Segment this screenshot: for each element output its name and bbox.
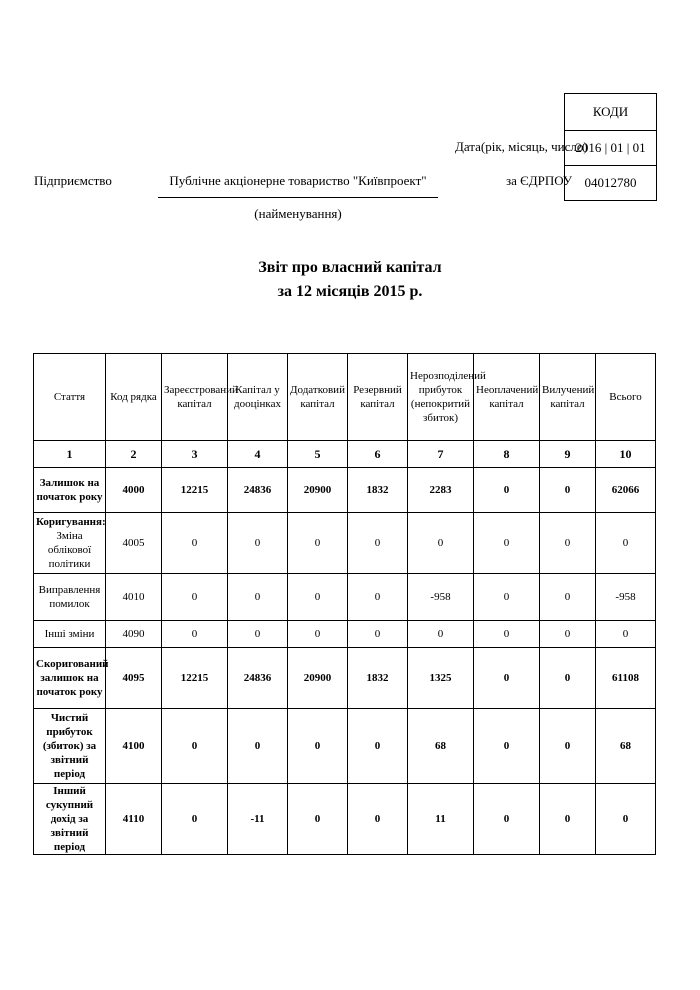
table-cell: 0: [228, 574, 288, 621]
table-cell: 0: [348, 709, 408, 784]
row-code: 4000: [106, 468, 162, 513]
col-header: Всього: [596, 354, 656, 441]
table-cell: 0: [474, 574, 540, 621]
table-cell: 0: [288, 709, 348, 784]
table-cell: 12215: [162, 648, 228, 709]
table-cell: 0: [540, 621, 596, 648]
table-cell: 62066: [596, 468, 656, 513]
table-row: [34, 648, 656, 709]
edrpou-value: 04012780: [565, 165, 656, 200]
table-cell: 0: [540, 513, 596, 574]
table-cell: 24836: [228, 648, 288, 709]
enterprise-name: Публічне акціонерне товариство "Київпроект": [169, 173, 427, 188]
table-cell: 0: [596, 513, 656, 574]
enterprise-underline: [158, 197, 438, 198]
edrpou-label: за ЄДРПОУ: [506, 173, 573, 188]
table-cell: 0: [540, 784, 596, 855]
report-title: Звіт про власний капітал: [258, 259, 442, 276]
table-cell: 0: [540, 574, 596, 621]
table-cell: 0: [288, 621, 348, 648]
col-number: 5: [288, 441, 348, 468]
table-cell: 0: [162, 621, 228, 648]
column-number-row: [34, 441, 656, 468]
table-cell: 0: [162, 513, 228, 574]
col-header: Зареєстрований капітал: [162, 354, 228, 441]
table-cell: 0: [228, 709, 288, 784]
row-article: [34, 513, 106, 574]
table-row: [34, 513, 656, 574]
table-cell: 0: [162, 574, 228, 621]
row-article: Чистий прибуток (збиток) за звітний період: [34, 709, 106, 784]
table-cell: -11: [228, 784, 288, 855]
date-label: Дата(рік, місяць, число): [455, 139, 588, 154]
col-number: 8: [474, 441, 540, 468]
table-cell: 0: [474, 468, 540, 513]
col-number: 6: [348, 441, 408, 468]
table-cell: 24836: [228, 468, 288, 513]
table-cell: 0: [348, 784, 408, 855]
table-cell: 0: [540, 709, 596, 784]
row-code: 4005: [106, 513, 162, 574]
table-cell: 0: [348, 621, 408, 648]
row-article-text: Зміна облікової політики: [47, 530, 92, 570]
table-cell: 0: [288, 513, 348, 574]
table-cell: -958: [408, 574, 474, 621]
table-cell: 1325: [408, 648, 474, 709]
row-article: Скоригований залишок на початок року: [34, 648, 106, 709]
col-header: Капітал у дооцінках: [228, 354, 288, 441]
table-cell: 2283: [408, 468, 474, 513]
equity-report-table: [33, 353, 656, 855]
table-row: [34, 574, 656, 621]
table-header-row: [34, 354, 656, 441]
col-header: Неоплачений капітал: [474, 354, 540, 441]
table-cell: 0: [162, 784, 228, 855]
col-header: Додатковий капітал: [288, 354, 348, 441]
table-cell: 0: [348, 574, 408, 621]
table-cell: 0: [288, 574, 348, 621]
codes-header: КОДИ: [592, 104, 629, 119]
table-cell: 0: [540, 648, 596, 709]
table-cell: 0: [474, 513, 540, 574]
row-code: 4010: [106, 574, 162, 621]
table-cell: 20900: [288, 468, 348, 513]
table-cell: 68: [408, 709, 474, 784]
table-cell: 0: [288, 784, 348, 855]
table-row: [34, 621, 656, 648]
table-cell: 1832: [348, 648, 408, 709]
row-article: Виправлення помилок: [34, 574, 106, 621]
col-number: 10: [596, 441, 656, 468]
col-number: 4: [228, 441, 288, 468]
row-code: 4100: [106, 709, 162, 784]
row-article: Залишок на початок року: [34, 468, 106, 513]
table-cell: 0: [408, 621, 474, 648]
col-number: 2: [106, 441, 162, 468]
enterprise-caption: (найменування): [254, 206, 342, 221]
table-row: [34, 784, 656, 855]
table-cell: 0: [474, 709, 540, 784]
table-cell: 11: [408, 784, 474, 855]
col-header: Стаття: [34, 354, 106, 441]
table-cell: 0: [348, 513, 408, 574]
row-article: Інші зміни: [34, 621, 106, 648]
row-code: 4110: [106, 784, 162, 855]
table-cell: 0: [474, 621, 540, 648]
table-row: [34, 709, 656, 784]
table-cell: 0: [228, 513, 288, 574]
col-number: 9: [540, 441, 596, 468]
col-number: 1: [34, 441, 106, 468]
table-cell: 20900: [288, 648, 348, 709]
enterprise-label: Підприємство: [34, 173, 112, 188]
table-cell: 0: [162, 709, 228, 784]
table-cell: 0: [474, 648, 540, 709]
col-header: Нерозподілений прибуток (непокритий збиток): [408, 354, 474, 441]
table-cell: 0: [228, 621, 288, 648]
table-row: [34, 468, 656, 513]
table-cell: 61108: [596, 648, 656, 709]
row-code: 4090: [106, 621, 162, 648]
date-value: 2016 | 01 | 01: [565, 130, 656, 165]
table-cell: 0: [540, 468, 596, 513]
report-period: за 12 місяців 2015 р.: [277, 283, 423, 300]
table-cell: 0: [408, 513, 474, 574]
col-header: Резервний капітал: [348, 354, 408, 441]
table-cell: -958: [596, 574, 656, 621]
row-article-heading: Коригування:: [36, 516, 106, 528]
col-number: 3: [162, 441, 228, 468]
table-cell: 0: [596, 621, 656, 648]
row-code: 4095: [106, 648, 162, 709]
col-number: 7: [408, 441, 474, 468]
col-header: Код рядка: [106, 354, 162, 441]
col-header: Вилучений капітал: [540, 354, 596, 441]
table-cell: 0: [474, 784, 540, 855]
table-cell: 12215: [162, 468, 228, 513]
table-cell: 0: [596, 784, 656, 855]
row-article: Інший сукупний дохід за звітний період: [34, 784, 106, 855]
table-cell: 68: [596, 709, 656, 784]
table-cell: 1832: [348, 468, 408, 513]
